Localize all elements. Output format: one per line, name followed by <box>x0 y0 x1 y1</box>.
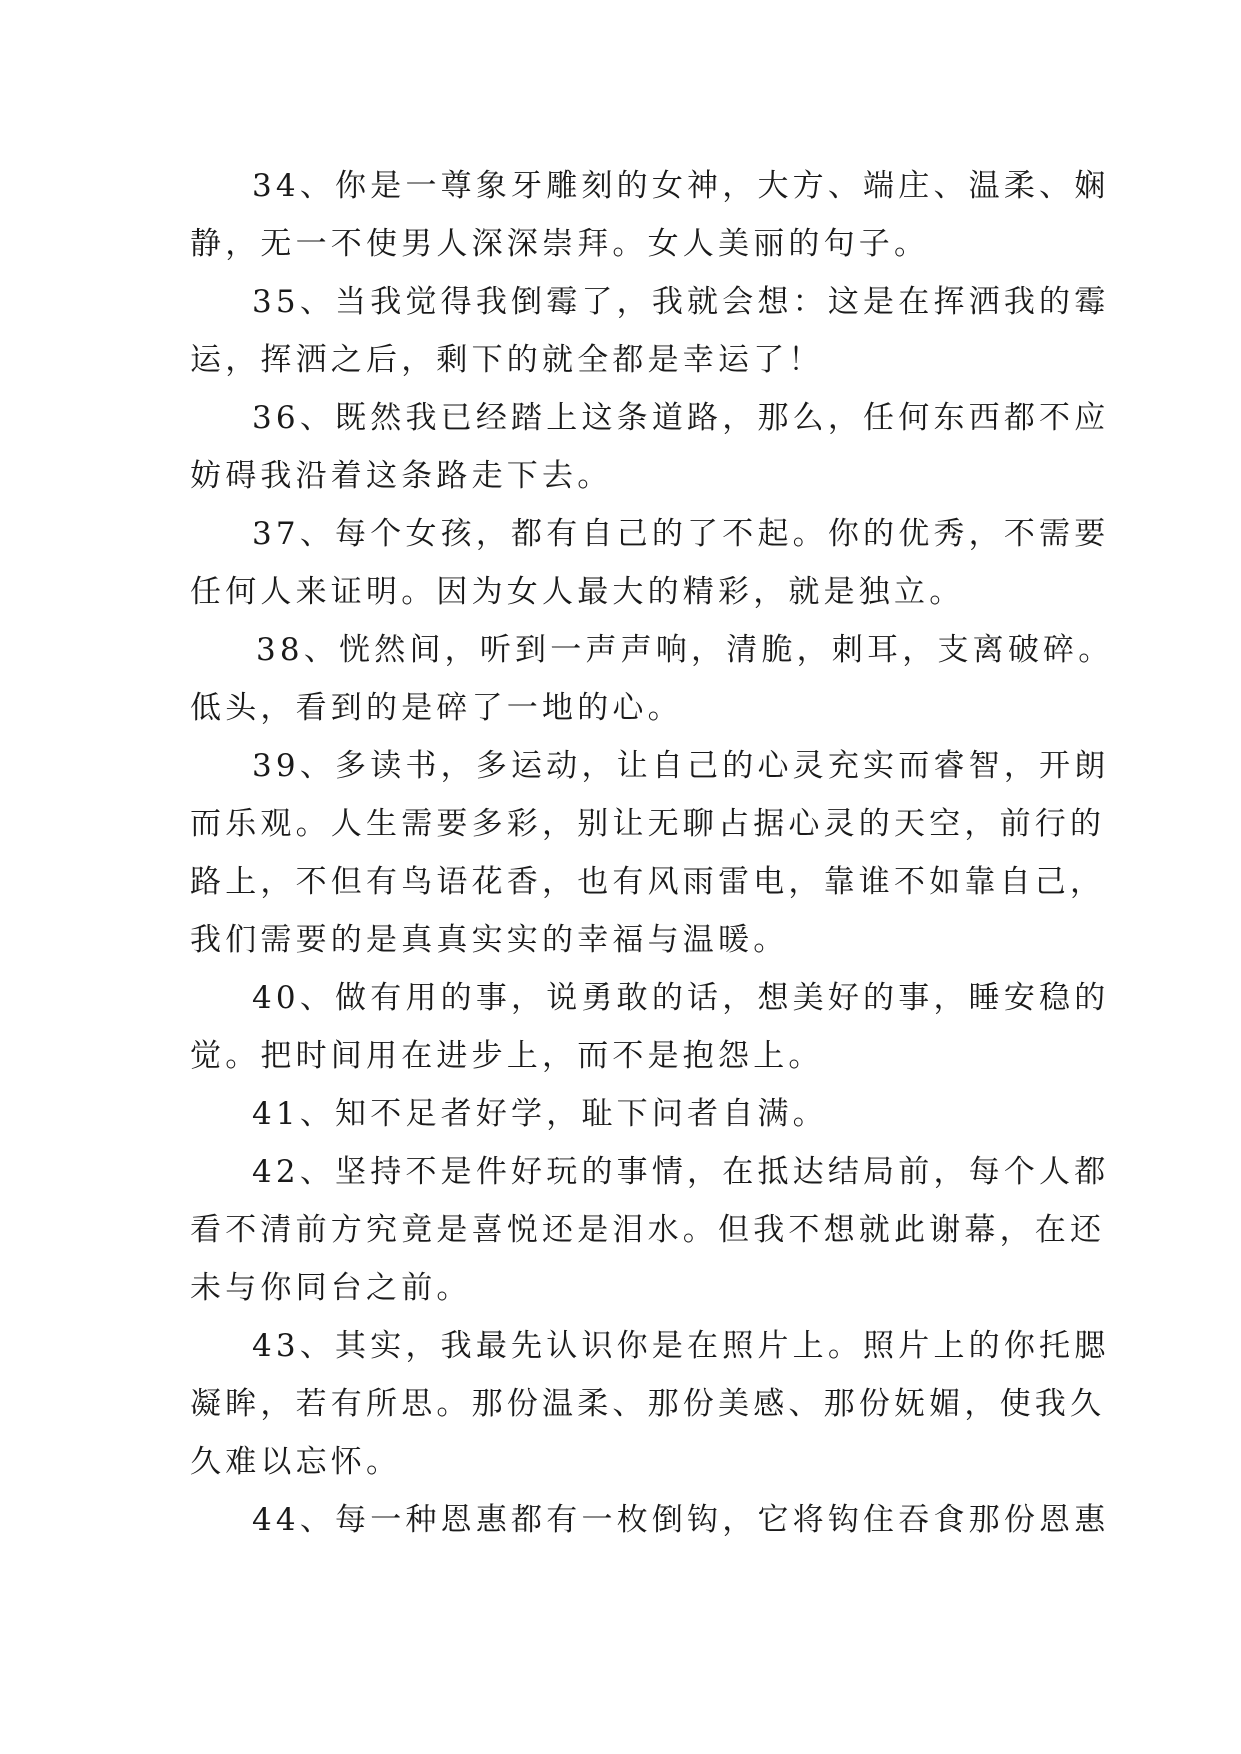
paragraph-40-line-1: 40、做有用的事，说勇敢的话，想美好的事，睡安稳的 <box>252 980 1110 1016</box>
paragraph-37-line-2: 任何人来证明。因为女人最大的精彩，就是独立。 <box>190 574 965 610</box>
paragraph-36-line-2: 妨碍我沿着这条路走下去。 <box>190 458 613 494</box>
paragraph-40-line-2: 觉。把时间用在进步上，而不是抱怨上。 <box>190 1038 824 1074</box>
paragraph-35-line-2: 运，挥洒之后，剩下的就全都是幸运了！ <box>190 342 824 378</box>
paragraph-34-line-1: 34、你是一尊象牙雕刻的女神，大方、端庄、温柔、娴 <box>252 168 1110 204</box>
paragraph-39-line-4: 我们需要的是真真实实的幸福与温暖。 <box>190 922 789 958</box>
paragraph-37-line-1: 37、每个女孩，都有自己的了不起。你的优秀，不需要 <box>252 516 1110 552</box>
paragraph-39-line-1: 39、多读书，多运动，让自己的心灵充实而睿智，开朗 <box>252 748 1110 784</box>
paragraph-43-line-3: 久难以忘怀。 <box>190 1444 402 1480</box>
paragraph-39-line-2: 而乐观。人生需要多彩，别让无聊占据心灵的天空，前行的 <box>190 806 1106 842</box>
paragraph-38-line-2: 低头，看到的是碎了一地的心。 <box>190 690 683 726</box>
paragraph-43-line-1: 43、其实，我最先认识你是在照片上。照片上的你托腮 <box>252 1328 1110 1364</box>
paragraph-42-line-3: 未与你同台之前。 <box>190 1270 472 1306</box>
paragraph-42-line-1: 42、坚持不是件好玩的事情，在抵达结局前，每个人都 <box>252 1154 1110 1190</box>
paragraph-38-line-1: 38、恍然间，听到一声声响，清脆，刺耳，支离破碎。 <box>256 632 1114 668</box>
paragraph-41-line-1: 41、知不足者好学，耻下问者自满。 <box>252 1096 828 1132</box>
paragraph-34-line-2: 静，无一不使男人深深崇拜。女人美丽的句子。 <box>190 226 930 262</box>
paragraph-44-line-1: 44、每一种恩惠都有一枚倒钩，它将钩住吞食那份恩惠 <box>252 1502 1110 1538</box>
paragraph-39-line-3: 路上，不但有鸟语花香，也有风雨雷电，靠谁不如靠自己， <box>190 864 1106 900</box>
paragraph-36-line-1: 36、既然我已经踏上这条道路，那么，任何东西都不应 <box>252 400 1110 436</box>
paragraph-43-line-2: 凝眸，若有所思。那份温柔、那份美感、那份妩媚，使我久 <box>190 1386 1106 1422</box>
paragraph-42-line-2: 看不清前方究竟是喜悦还是泪水。但我不想就此谢幕，在还 <box>190 1212 1106 1248</box>
paragraph-35-line-1: 35、当我觉得我倒霉了，我就会想：这是在挥洒我的霉 <box>252 284 1110 320</box>
